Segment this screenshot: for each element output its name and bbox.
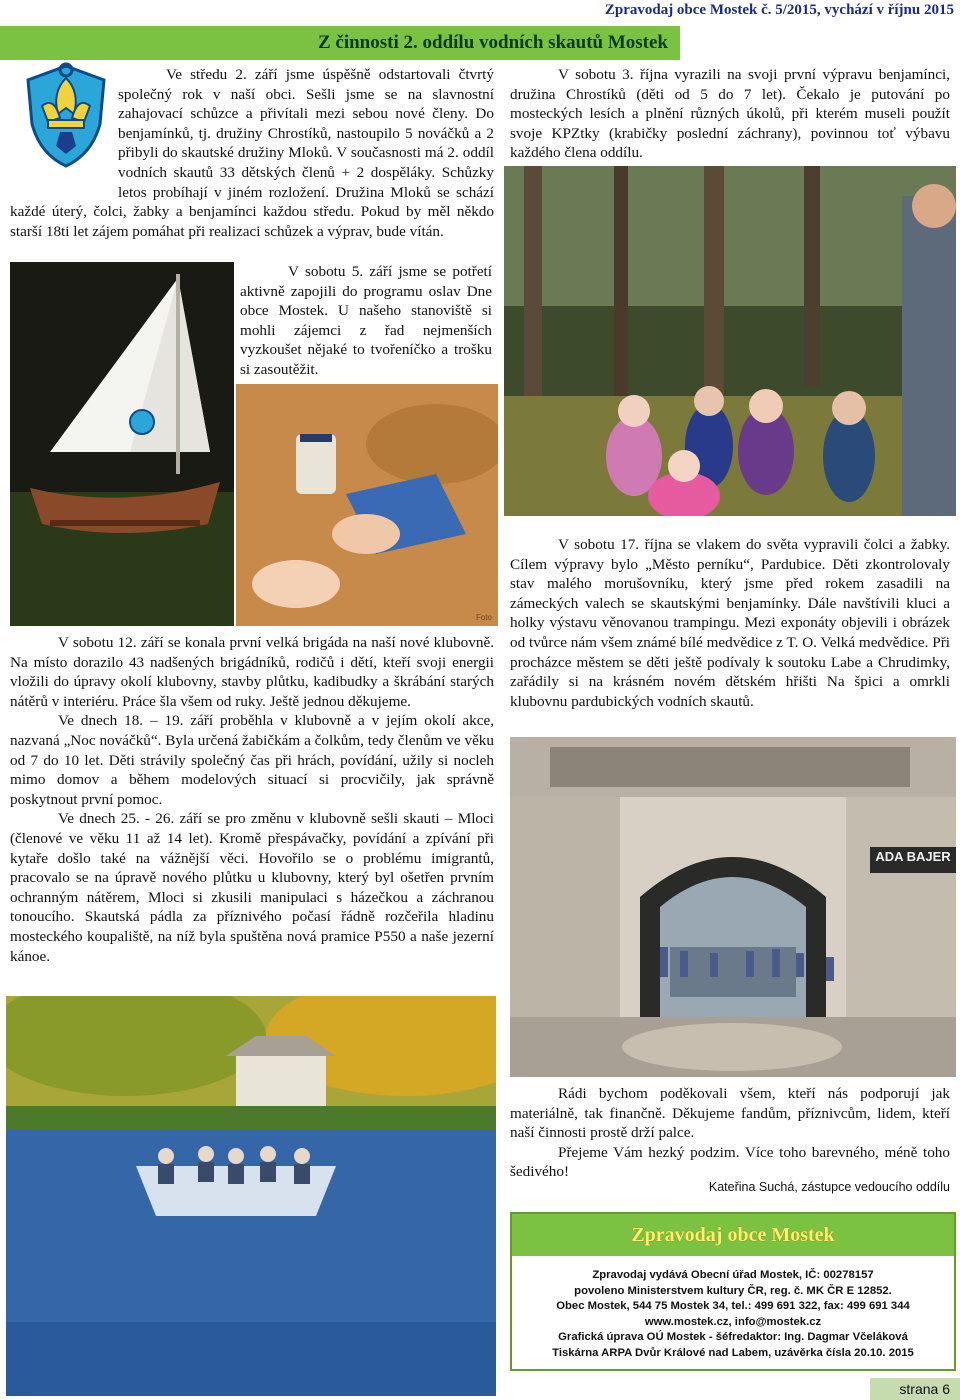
footer-title: Zpravodaj obce Mostek (512, 1214, 954, 1256)
photo-credit: Foto (475, 613, 492, 622)
intro-block (10, 65, 494, 241)
pond-boat-photo (6, 996, 496, 1396)
page-header (0, 0, 960, 58)
painting-photo (236, 384, 498, 626)
september-5-paragraph: V sobotu 5. září jsme se potřetí aktivně zapojili do programu oslav Dne obce Mostek. U našeho stanoviště si mohli zájemci z řad nejmenších vyzkoušet nějaké to tvořeníčko a trošku si zasoutěžit. (240, 263, 492, 378)
footer-line-6: Tiskárna ARPA Dvůr Králové nad Labem, uzávěrka čísla 20.10. 2015 (552, 1346, 914, 1359)
issue-info: Zpravodaj obce Mostek č. 5/2015, vychází v říjnu 2015 (604, 2, 954, 18)
october-3-paragraph: V sobotu 3. října vyrazili na svoji první výpravu benjamínci, družina Chrostíků (děti od 5 do 7 let). Čekalo je putování po mosteckých lesích a plnění různých úkolů, při kterém museli použít svoje KPZtky (krabičky poslední záchrany), povinnou toť výbavu každého člena oddílu. (510, 66, 950, 162)
intro-paragraph: Ve středu 2. září jsme úspěšně odstartovali čtvrtý společný rok v naší obci. Sešli jsme se na slavnostní zahajovací schůzce a přivítali mezi sebou nové členy. Do benjamínků, tj. družiny Chrostíků, nastoupilo 5 nováčků a 2 přibyli do skautské družiny Mloků. V současnosti má 2. oddíl vodních skautů 33 dětských členů + 2 dospěláky. Schůzky letos probíhají v jiném rozložení. Družina Mloků se schází každé úterý, čolci, žabky a benjamínci každou středu. Pokud by měl někdo starší 18ti let zájem pomáhat při realizaci schůzek a výprav, bude vítán. (10, 66, 494, 240)
gate-sign: ADA BAJER (875, 849, 951, 864)
brigade-paragraph-3: Ve dnech 25. - 26. září se pro změnu v klubovně sešli skauti – Mloci (členové ve věku 11 až 14 let). Kromě přespávačky, povídání a zpívání při kytaře došlo také na vážnější věci. Hovořilo se o problému imigrantů, pracovalo se na úpravě nového plůtku u klubovny, který byl ošetřen prvním ochranným nátěrem, Mloci si zkusili manipulaci s házečkou a záchranou tonoucího. Skautská pádla za příznivého počasí řádně rozčeřila hladinu mosteckého koupaliště, na níž byla spuštěna nová pramice P550 a naše jezerní kánoe. (10, 810, 494, 965)
september-5-block (240, 262, 492, 380)
forest-kids-photo (504, 166, 956, 516)
footer-line-1: Zpravodaj vydává Obecní úřad Mostek, IČ: 00278157 (592, 1269, 874, 1281)
thanks-paragraph-1: Rádi bychom poděkovali všem, kteří nás podporují jak materiálně, tak finančně. Děkujeme fandům, příznivcům, lidem, kteří naší činnosti prostě drží palce. (510, 1085, 950, 1142)
october-17-paragraph: V sobotu 17. října se vlakem do světa vypravili čolci a žabky. Cílem výpravy bylo „Město perníku“, Pardubice. Děti zkontrolovaly stav malého morušovníku, který jsme před rokem zasadili na zámeckých valech se skautskými benjamínky. Dále navštívili kluci a holky výstavu věnovanou trampingu. Mezi exponáty objevili i obrázek od tvůrce nám všem známé bílé medvědice z T. O. Velká medvědice. Při procházce městem se děti ještě podívaly k soutoku Labe a Chrudimky, zařádily si na krásném novém dětském hřišti Na špici a omrkli klubovnu pardubických vodních skautů. (510, 536, 950, 710)
brigade-block (10, 633, 494, 966)
footer-line-2: povoleno Ministerstvem kultury ČR, reg. č. MK ČR E 12852. (574, 1284, 892, 1297)
thanks-block (510, 1084, 950, 1182)
sailboat-photo (10, 262, 234, 626)
section-banner (0, 26, 680, 60)
october-17-block (510, 535, 950, 711)
signature: Kateřina Suchá, zástupce vedoucího oddílu (708, 1180, 950, 1194)
page-number: strana 6 (870, 1378, 960, 1400)
footer-line-5: Grafická úprava OÚ Mostek - šéfredaktor: Ing. Dagmar Včeláková (558, 1331, 908, 1343)
october-3-block (510, 65, 950, 163)
footer-line-3: Obec Mostek, 544 75 Mostek 34, tel.: 499 691 322, fax: 499 691 344 (556, 1300, 910, 1312)
thanks-paragraph-2: Přejeme Vám hezký podzim. Více toho barevného, méně toho šedivého! (510, 1143, 950, 1181)
footer-line-4: www.mostek.cz, info@mostek.cz (644, 1315, 822, 1328)
brigade-paragraph-2: Ve dnech 18. – 19. září proběhla v klubovně a v jejím okolí akce, nazvaná „Noc nováčků“. Byla určená žabičkám a čolkům, tedy členům ve věku od 7 do 10 let. Děti strávily společný čas při hrách, povídání, užily si nocleh mimo domov a během modelových situací si procvičily, jak správně poskytnout první pomoc. (10, 712, 494, 808)
footer-details (512, 1256, 954, 1361)
section-title: Z činnosti 2. oddílu vodních skautů Mostek (317, 32, 668, 53)
brigade-paragraph-1: V sobotu 12. září se konala první velká brigáda na naší nové klubovně. Na místo dorazilo 43 nadšených brigádníků, rodičů i dětí, kteří svoji energii vložili do úpravy okolí klubovny, stavby plůtku, kadibudky a škrábání starých nátěrů v interiéru. Práce šla všem od ruky. Ještě jednou děkujeme. (10, 634, 494, 710)
newsletter-footer (510, 1212, 956, 1371)
city-gate-photo (510, 737, 956, 1077)
